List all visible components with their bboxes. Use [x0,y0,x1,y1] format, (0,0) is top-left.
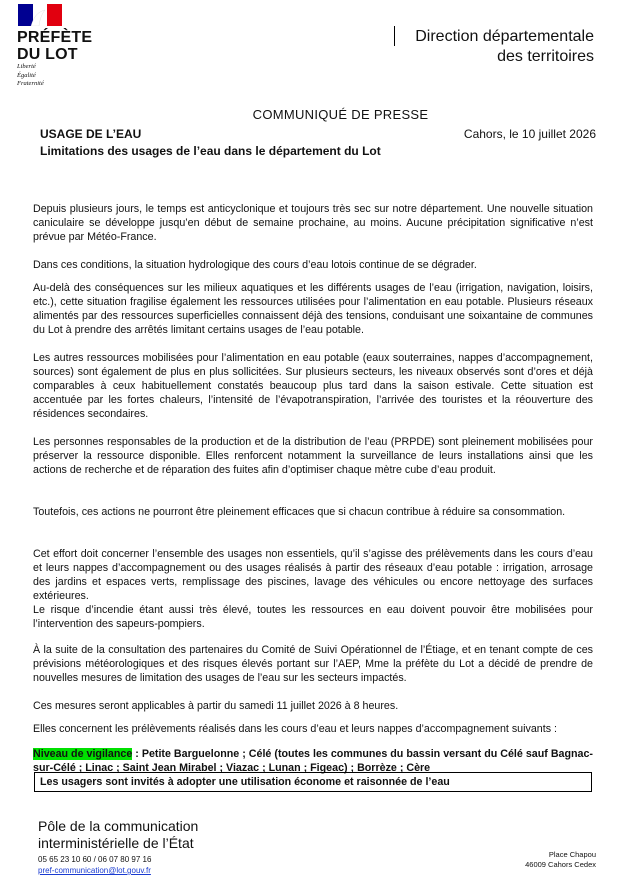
paragraph-hydrology: Dans ces conditions, la situation hydrologique des cours d’eau lotois continue de se dégrader. [33,258,477,271]
vigilance-paragraph [33,747,593,775]
paragraph-effective-date: Ces mesures seront applicables à partir du samedi 11 juillet 2026 à 8 heures. [33,699,399,712]
footer-email-link[interactable]: pref-communication@lot.gouv.fr [38,866,151,875]
footer-office [38,818,198,852]
text-cursor [394,26,395,46]
vigilance-label: Niveau de vigilance [33,747,133,760]
address-line1: Place Chapou [548,850,596,859]
paragraph-weather: Depuis plusieurs jours, le temps est anticyclonique et toujours très sec sur notre département. Une nouvelle situation caniculaire se développe jusqu’en début de semaine prochaine, au moins. Aucune précipitation significative n’est prévue par Météo-France. [33,202,593,243]
footer-title-line2: interministérielle de l’État [38,835,194,851]
release-date: Cahors, le 10 juillet 2026 [463,127,596,141]
direction-line1: Direction départementale [415,28,594,45]
subject-subtitle: Limitations des usages de l’eau dans le département du Lot [40,144,381,158]
direction-name [415,27,594,67]
subject-block [40,126,381,160]
motto-egalite: Égalité [17,71,36,79]
logo-title-line2: DU LOT [17,46,78,63]
marianne-flag-icon [18,4,62,26]
direction-line2: des territoires [497,48,594,65]
footer-title-line1: Pôle de la communication [38,818,199,834]
logo-title-line1: PRÉFÈTE [17,29,93,46]
paragraph-prpde: Les personnes responsables de la production et de la distribution de l’eau (PRPDE) sont pleinement mobilisées pour préserver la ressource disponible. Elles renforcent notamment la surveillance de leurs installations ainsi que les actions de recherche et de réparation des fuites afin d’optimiser chaque mètre cube d’eau produit. [33,435,593,476]
logo-motto [17,63,44,89]
footer-address [525,850,596,870]
address-line2: 46009 Cahors Cedex [525,860,596,869]
subject-title: USAGE DE L’EAU [40,127,142,141]
paragraph-concerned: Elles concernent les prélèvements réalisés dans les cours d’eau et leurs nappes d’accompagnement suivants : [33,722,557,735]
paragraph-resources: Les autres ressources mobilisées pour l’alimentation en eau potable (eaux souterraines, nappes d’accompagnement, sources) sont également de plus en plus sollicitées. Sur plusieurs secteurs, les niveaux observés sont d’ores et déjà comparables à ceux habituellement constatés beaucoup plus tard dans la saison estivale. Cette situation est accentuée par les fortes chaleurs, l’intensité de l’évapotranspiration, l’arrivée des touristes et la réouverture des résidences secondaires. [33,351,593,420]
press-release-label: COMMUNIQUÉ DE PRESSE [252,107,429,122]
motto-fraternite: Fraternité [17,80,44,87]
logo-title [17,29,92,63]
paragraph-fire-risk: Le risque d’incendie étant aussi très élevé, toutes les ressources en eau doivent pouvoir être mobilisées pour l’intervention des sapeurs-pompiers. [33,603,593,630]
motto-liberte: Liberté [17,63,36,70]
footer-phone: 05 65 23 10 60 / 06 07 80 97 16 [38,855,152,864]
paragraph-consultation: À la suite de la consultation des partenaires du Comité de Suivi Opérationnel de l’Étiage, et en tenant compte de ces prévisions météorologiques et des risques élevés portant sur l’AEP, Mme la préfète du Lot a décidé de prendre de nouvelles mesures de limitation des usages de l’eau sur les secteurs impactés. [33,643,593,684]
paragraph-usages: Cet effort doit concerner l’ensemble des usages non essentiels, qu’il s’agisse des prélèvements dans les cours d’eau et leurs nappes d’accompagnement ou des usages réalisés à partir des réseaux d’eau potable : irrigation, arrosage des jardins et espaces verts, remplissage des piscines, lavage des véhicules ou encore nettoyage des surfaces extérieures. [33,547,593,602]
usage-advice-box: Les usagers sont invités à adopter une utilisation économe et raisonnée de l’eau [34,772,592,792]
paragraph-consequences: Au-delà des conséquences sur les milieux aquatiques et les différents usages de l’eau (irrigation, navigation, loisirs, etc.), cette situation fragilise également les ressources utilisées pour l’alimentation en eau potable. Plusieurs réseaux alimentés par des ressources superficielles connaissent déjà des tensions, conduisant une soixantaine de communes du Lot à prendre des arrêtés limitant certains usages de l’eau potable. [33,281,593,336]
vigilance-rivers: : Petite Barguelonne ; Célé (toutes les communes du bassin versant du Célé sauf Bagnac-sur-Célé ; Linac ; Saint Jean Mirabel ; Viazac ; Lunan ; Figeac) ; Borrèze ; Cère [33,747,593,774]
paragraph-consumption: Toutefois, ces actions ne pourront être pleinement efficaces que si chacun contribue à réduire sa consommation. [33,505,566,518]
